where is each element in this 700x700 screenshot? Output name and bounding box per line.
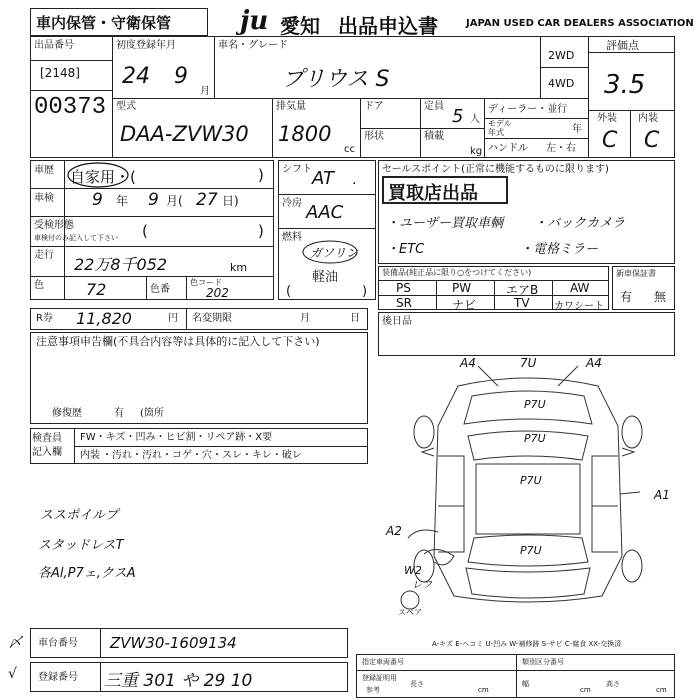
selling-points-stamp: 買取店出品 xyxy=(388,183,478,204)
handwritten-note-3: 各Al,P7ェ,クスA xyxy=(38,566,136,581)
rear-items-label: 後日品 xyxy=(382,316,412,327)
car-name-value: プリウス S xyxy=(282,67,390,92)
history-close: ) xyxy=(258,166,264,184)
warranty-no: 無 xyxy=(654,290,667,304)
fuel-circle xyxy=(300,238,360,266)
capacity-value: 5 xyxy=(452,106,464,127)
notes-label: 注意事項申告欄(不具合内容等は具体的に記入して下さい) xyxy=(36,335,320,348)
equip-tv: TV xyxy=(514,296,530,310)
lot-number: 00373 xyxy=(34,94,107,121)
interior-label: 内装 xyxy=(638,113,658,124)
cert-length: 長さ xyxy=(410,680,424,688)
brand-name: 愛知 xyxy=(280,14,320,38)
exterior-label: 外装 xyxy=(597,113,617,124)
spare-label: スペア xyxy=(398,608,422,617)
load-unit: kg xyxy=(470,146,483,157)
inspection-label: 車検 xyxy=(34,193,54,204)
selling-point-1: ・ユーザー買取車輌 xyxy=(386,216,504,231)
history-circle xyxy=(64,160,134,190)
exterior-score: C xyxy=(602,128,618,153)
diagram-label-top-mid: 7U xyxy=(520,356,537,370)
selling-points-label: セールスポイント(正常に機能するものに限ります) xyxy=(382,164,609,175)
diagram-label-trunk: P7U xyxy=(520,544,542,557)
inspection-year: 9 xyxy=(92,190,103,210)
chassis-label: 車台番号 xyxy=(38,638,78,649)
inspection-year-unit: 年 xyxy=(116,194,129,208)
first-registration-year: 24 xyxy=(122,64,150,89)
equip-airbag: エアB xyxy=(506,283,539,297)
name-change-day: 日 xyxy=(350,313,360,324)
doors-label: ドア xyxy=(364,101,384,112)
damage-legend: A-キズ E-ヘコミ U-凹み W-補修跡 S-サビ C-腐食 XX-交換済 xyxy=(432,640,622,648)
cert-height-cm: cm xyxy=(656,686,667,694)
equip-aw: AW xyxy=(570,281,590,295)
received-label: 受検形態 xyxy=(34,220,74,231)
color-label: 色 xyxy=(34,280,44,291)
inspection-day: 27 xyxy=(196,190,218,210)
mileage-unit: km xyxy=(230,261,248,274)
recycle-value: 11,820 xyxy=(76,309,132,328)
drive-2wd: 2WD xyxy=(548,49,575,62)
capacity-unit: 人 xyxy=(470,114,480,125)
displacement-label: 排気量 xyxy=(276,101,306,112)
color-code-title: 色コード xyxy=(190,278,222,287)
cert-height: 高さ xyxy=(606,680,620,688)
fuel-label: 燃料 xyxy=(282,232,302,243)
storage-tag: 車内保管・守衛保管 xyxy=(36,14,172,32)
first-registration-label: 初度登録年月 xyxy=(116,40,176,51)
received-open: ( xyxy=(142,222,148,240)
lot-label: 出品番号 xyxy=(34,40,74,51)
equip-leather: カワシート xyxy=(554,301,604,312)
shift-dot: . xyxy=(352,172,357,188)
selling-point-2: ・バックカメラ xyxy=(534,216,626,231)
capacity-label: 定員 xyxy=(424,101,444,112)
cert-length-cm: cm xyxy=(478,686,489,694)
cert-ref: 参考 xyxy=(366,686,380,694)
fuel-alt: 軽油 xyxy=(312,270,339,285)
name-change-label: 名変期限 xyxy=(192,313,232,324)
color-code-label: 色番 xyxy=(150,284,170,295)
fuel-close: ) xyxy=(362,284,368,299)
model-label: 型式 xyxy=(116,101,136,112)
inspector-row2-prefix: 内装 xyxy=(80,450,100,461)
cert-label-2: 登録証明用 xyxy=(362,674,397,682)
dealer-label: ディーラー・並行 xyxy=(488,104,568,115)
cert-width-cm: cm xyxy=(580,686,591,694)
name-change-month: 月 xyxy=(300,313,310,324)
aircon-value: AAC xyxy=(306,202,344,223)
mileage-label: 走行 xyxy=(34,250,54,261)
aircon-label: 冷房 xyxy=(282,198,302,209)
warranty-yes: 有 xyxy=(620,290,633,304)
form-title: 出品申込書 xyxy=(338,14,438,38)
diagram-label-roof: P7U xyxy=(524,432,546,445)
load-label: 積載 xyxy=(424,131,444,142)
ju-logo: ju xyxy=(240,6,269,36)
displacement-unit: cc xyxy=(344,144,355,155)
chassis-check: 〆 xyxy=(8,635,22,651)
inspection-month-unit: 月( xyxy=(166,194,183,208)
diagram-label-rear-left-2: レフ xyxy=(412,580,432,591)
history-value: 自家用・( xyxy=(70,168,136,186)
fuel-open: ( xyxy=(286,284,292,299)
inspector-row1: FW・キズ・凹み・ヒビ割・リペア跡・X要 xyxy=(80,432,273,443)
diagram-label-rear-left: W2 xyxy=(404,564,422,577)
recycle-unit: 円 xyxy=(168,313,178,324)
rear-items-block xyxy=(378,312,675,356)
equipment-label: 装備品(純正品に限り○をつけてください) xyxy=(382,268,532,277)
shift-label: シフト xyxy=(282,164,312,175)
recycle-label: R券 xyxy=(36,313,53,324)
model-year-unit: 年 xyxy=(572,124,582,135)
handle-options: 左・右 xyxy=(546,143,576,154)
registration-value: 三重 301 や 29 10 xyxy=(104,671,253,691)
car-name-label: 車名・グレード xyxy=(218,40,288,51)
first-registration-month-unit: 月 xyxy=(200,86,210,97)
model-value: DAA-ZVW30 xyxy=(120,122,249,146)
color-code-value: 202 xyxy=(206,286,229,300)
diagram-label-left: A2 xyxy=(386,524,402,538)
history-label: 車歴 xyxy=(34,165,54,176)
association-name: JAPAN USED CAR DEALERS ASSOCIATION xyxy=(466,18,694,29)
received-note: 車検付のみ記入して下さい xyxy=(34,234,118,242)
equip-ps: PS xyxy=(396,281,411,295)
model-year-label: モデル 年式 xyxy=(488,119,512,137)
lot-code: [2148] xyxy=(40,66,80,80)
handwritten-note-1: ススポイルプ xyxy=(40,508,119,523)
diagram-label-roof2: P7U xyxy=(520,474,542,487)
color-value: 72 xyxy=(86,280,107,299)
shift-value: AT xyxy=(312,168,334,189)
inspection-month: 9 xyxy=(148,190,159,210)
equip-sr: SR xyxy=(396,296,412,310)
mileage-value: 22万8千052 xyxy=(74,255,168,274)
repair-value: 有 xyxy=(114,408,124,419)
score-label: 評価点 xyxy=(606,39,639,52)
diagram-label-top-right: A4 xyxy=(586,356,602,370)
cert-class-label: 類別区分番号 xyxy=(522,658,564,666)
inspector-row2: ・汚れ・汚れ・コゲ・穴・スレ・キレ・破レ xyxy=(102,450,302,461)
fuel-value: ガソリン xyxy=(310,246,359,260)
first-registration-month: 9 xyxy=(174,64,188,89)
warranty-label: 新車保証書 xyxy=(616,269,656,278)
repair-label: 修復歴 xyxy=(52,408,82,419)
displacement-value: 1800 xyxy=(278,122,332,146)
selling-point-4: ・電格ミラー xyxy=(520,242,599,257)
shape-label: 形状 xyxy=(364,131,384,142)
cert-label-1: 指定車両番号 xyxy=(362,658,404,666)
equip-navi: ナビ xyxy=(452,298,477,312)
inspection-day-unit: 日) xyxy=(222,194,239,208)
cert-width: 幅 xyxy=(522,680,529,688)
diagram-label-top-left: A4 xyxy=(460,356,476,370)
drive-4wd: 4WD xyxy=(548,77,575,90)
received-close: ) xyxy=(258,222,264,240)
registration-label: 登録番号 xyxy=(38,672,78,683)
chassis-value: ZVW30-1609134 xyxy=(110,634,237,652)
repair-place: (箇所 xyxy=(140,408,164,419)
diagram-label-right: A1 xyxy=(654,488,670,502)
score-value: 3.5 xyxy=(604,70,646,100)
registration-check: √ xyxy=(8,666,17,682)
inspector-label: 検査員 記入欄 xyxy=(32,433,62,458)
equip-pw: PW xyxy=(452,281,472,295)
selling-point-3: ・ETC xyxy=(386,242,425,257)
diagram-label-hood: P7U xyxy=(524,398,546,411)
interior-score: C xyxy=(644,128,660,153)
handwritten-note-2: スタッドレスT xyxy=(38,538,124,553)
handle-label: ハンドル xyxy=(488,143,528,154)
